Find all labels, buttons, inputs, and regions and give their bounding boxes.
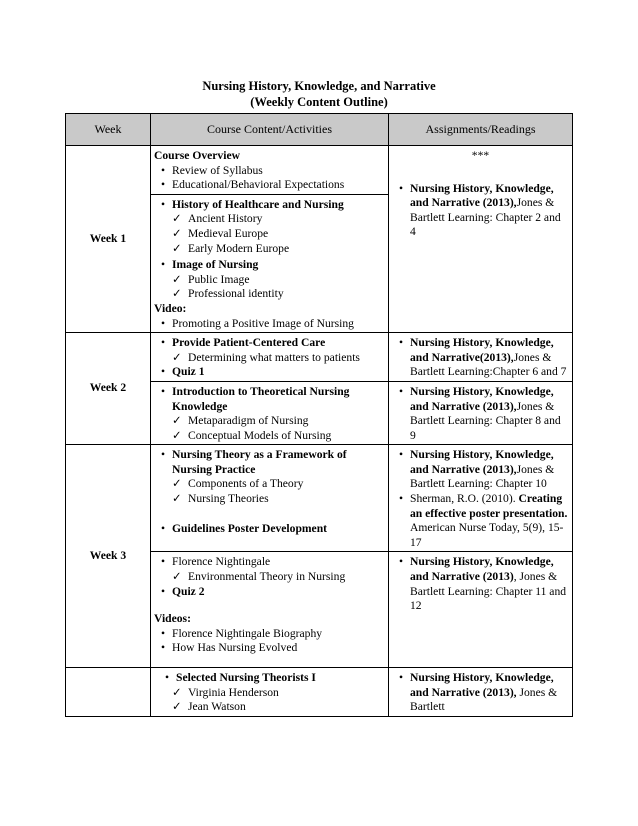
list-item: ✓ Metaparadigm of Nursing: [172, 414, 309, 428]
week-2-content-b: [151, 381, 389, 444]
bullet-icon: •: [160, 258, 166, 272]
list-item: • Selected Nursing Theorists I: [154, 671, 385, 686]
check-icon: ✓: [172, 287, 182, 301]
list-item: • Promoting a Positive Image of Nursing: [154, 317, 385, 332]
list-item: • Nursing History, Knowledge, and Narrative (2013), Jones & Bartlett Learning: Chapter 11 and 12: [392, 555, 569, 613]
title-line-2: (Weekly Content Outline): [250, 95, 388, 109]
bullet-icon: •: [398, 492, 404, 506]
bullet-icon: •: [160, 555, 166, 569]
title-line-1: Nursing History, Knowledge, and Narrative: [202, 79, 436, 93]
week-4-content: [151, 668, 389, 717]
week-1-assignments: [389, 146, 573, 333]
week-1-content-a: [151, 146, 389, 195]
list-item: ✓ Ancient History: [172, 212, 263, 226]
videos-label: Videos:: [154, 612, 191, 626]
week-3-label: Week 3: [66, 445, 151, 668]
list-item: • Nursing History, Knowledge, and Narrative(2013),Jones & Bartlett Learning:Chapter 6 and 7: [392, 336, 569, 380]
week-4-label: [66, 668, 151, 717]
bullet-icon: •: [160, 336, 166, 350]
week-4-assignments: [389, 668, 573, 717]
list-item: • Quiz 2: [154, 585, 385, 600]
check-icon: ✓: [172, 428, 182, 442]
table-row: [66, 333, 573, 382]
list-item: • Guidelines Poster Development: [154, 522, 385, 537]
list-item: • History of Healthcare and Nursing: [154, 198, 385, 213]
bullet-icon: •: [160, 384, 166, 398]
bullet-icon: •: [164, 671, 170, 684]
list-item: • Nursing Theory as a Framework of Nursing Practice: [154, 448, 385, 477]
week-3-content-a: [151, 445, 389, 552]
list-item: ✓ Determining what matters to patients: [172, 350, 360, 364]
list-item: ✓ Jean Watson: [172, 700, 246, 714]
table-row: [66, 146, 573, 195]
list-item: • Introduction to Theoretical Nursing Knowledge: [154, 385, 385, 414]
header-content: Course Content/Activities: [151, 114, 389, 146]
table-row: [66, 668, 573, 717]
list-item: ✓ Conceptual Models of Nursing: [172, 428, 332, 442]
bullet-icon: •: [398, 384, 404, 398]
week-3-assignments-b: [389, 552, 573, 668]
list-item: ✓ Components of a Theory: [172, 477, 304, 491]
check-icon: ✓: [172, 570, 182, 584]
week-2-assignments-a: [389, 333, 573, 382]
bullet-icon: •: [398, 555, 404, 569]
bullet-icon: •: [160, 626, 166, 640]
header-assignments: Assignments/Readings: [389, 114, 573, 146]
week-1-label: Week 1: [66, 146, 151, 333]
week-3-assignments-a: [389, 445, 573, 552]
week-3-content-b: [151, 552, 389, 668]
bullet-icon: •: [160, 365, 166, 379]
check-icon: ✓: [172, 477, 182, 491]
check-icon: ✓: [172, 212, 182, 226]
list-item: • Florence Nightingale Biography: [154, 627, 385, 642]
check-icon: ✓: [172, 272, 182, 286]
check-icon: ✓: [172, 350, 182, 364]
bullet-icon: •: [160, 316, 166, 330]
check-icon: ✓: [172, 226, 182, 240]
check-icon: ✓: [172, 414, 182, 428]
list-item: • Image of Nursing: [154, 258, 385, 273]
course-overview: Course Overview: [154, 149, 240, 162]
bullet-icon: •: [160, 178, 166, 192]
check-icon: ✓: [172, 241, 182, 255]
list-item: • Educational/Behavioral Expectations: [154, 178, 385, 193]
bullet-icon: •: [160, 584, 166, 598]
check-icon: ✓: [172, 685, 182, 699]
list-item: ✓ Virginia Henderson: [172, 685, 279, 699]
content-outline-table: [65, 113, 573, 717]
list-item: ✓ Public Image: [172, 272, 250, 286]
list-item: ✓ Early Modern Europe: [172, 241, 290, 255]
bullet-icon: •: [398, 336, 404, 350]
list-item: • Nursing History, Knowledge, and Narrative (2013),Jones & Bartlett Learning: Chapter 10: [392, 448, 569, 492]
table-header-row: [66, 114, 573, 146]
list-item: ✓ Medieval Europe: [172, 226, 269, 240]
week-2-label: Week 2: [66, 333, 151, 445]
week-1-content-b: [151, 194, 389, 332]
list-item: • How Has Nursing Evolved: [154, 641, 385, 656]
week-2-assignments-b: [389, 381, 573, 444]
list-item: • Sherman, R.O. (2010). Creating an effective poster presentation. American Nurse Today, 5(9), 15-17: [392, 492, 569, 550]
check-icon: ✓: [172, 700, 182, 714]
list-item: ✓ Professional identity: [172, 287, 284, 301]
header-week: Week: [66, 114, 151, 146]
list-item: • Nursing History, Knowledge, and Narrative (2013), Jones & Bartlett: [392, 671, 569, 715]
bullet-icon: •: [398, 181, 404, 195]
bullet-icon: •: [398, 448, 404, 462]
bullet-icon: •: [160, 197, 166, 211]
week-2-content-a: [151, 333, 389, 382]
bullet-icon: •: [160, 641, 166, 655]
video-label: Video:: [154, 301, 187, 315]
list-item: ✓ Environmental Theory in Nursing: [172, 570, 346, 584]
list-item: • Nursing History, Knowledge, and Narrative (2013),Jones & Bartlett Learning: Chapter 8 and 9: [392, 385, 569, 443]
check-icon: ✓: [172, 492, 182, 506]
table-row: [66, 445, 573, 552]
list-item: • Review of Syllabus: [154, 164, 385, 179]
list-item: • Provide Patient-Centered Care: [154, 336, 385, 351]
list-item: • Florence Nightingale: [154, 555, 385, 570]
placeholder-stars: ***: [471, 149, 490, 162]
list-item: • Quiz 1: [154, 365, 385, 380]
list-item: ✓ Nursing Theories: [172, 492, 269, 506]
document-title: [0, 78, 638, 110]
list-item: • Nursing History, Knowledge, and Narrative (2013),Jones & Bartlett Learning: Chapter 2 and 4: [392, 182, 569, 240]
bullet-icon: •: [398, 671, 404, 684]
bullet-icon: •: [160, 521, 166, 535]
bullet-icon: •: [160, 163, 166, 177]
bullet-icon: •: [160, 448, 166, 462]
